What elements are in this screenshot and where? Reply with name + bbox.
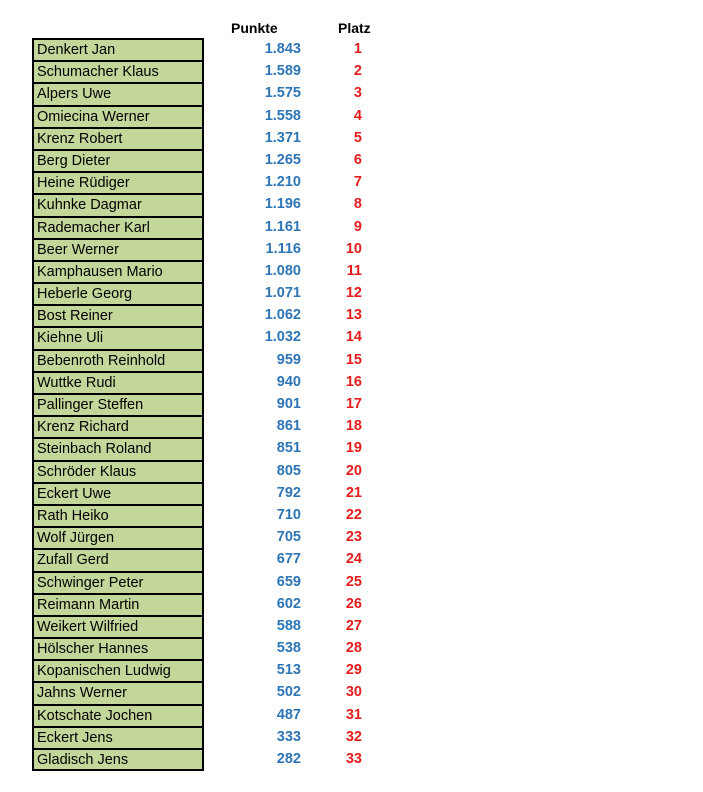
place-value: 29: [345, 662, 362, 679]
points-value: 1.589: [264, 63, 301, 80]
participant-name: Heine Rüdiger: [32, 171, 204, 193]
participant-name: Steinbach Roland: [32, 437, 204, 459]
place-value: 14: [345, 329, 362, 346]
place-value: 25: [345, 573, 362, 590]
place-value: 33: [345, 751, 362, 767]
points-value: 1.210: [264, 174, 301, 191]
participant-name: Berg Dieter: [32, 149, 204, 171]
place-value: 24: [345, 551, 362, 568]
points-value: 282: [276, 751, 301, 767]
participant-name: Heberle Georg: [32, 282, 204, 304]
points-value: 792: [276, 484, 301, 501]
participant-name: Rath Heiko: [32, 504, 204, 526]
place-value: 3: [353, 85, 362, 102]
participant-name: Schröder Klaus: [32, 460, 204, 482]
place-value: 8: [353, 196, 362, 213]
points-value: 1.558: [264, 107, 301, 124]
participant-name: Kamphausen Mario: [32, 260, 204, 282]
place-value: 19: [345, 440, 362, 457]
place-value: 21: [345, 484, 362, 501]
participant-name: Eckert Uwe: [32, 482, 204, 504]
participant-name: Bebenroth Reinhold: [32, 349, 204, 371]
place-value: 5: [353, 129, 362, 146]
participant-name: Weikert Wilfried: [32, 615, 204, 637]
participant-name: Krenz Robert: [32, 127, 204, 149]
place-value: 6: [353, 151, 362, 168]
points-value: 1.371: [264, 129, 301, 146]
participant-name: Eckert Jens: [32, 726, 204, 748]
place-value: 10: [345, 240, 362, 257]
participant-name: Schwinger Peter: [32, 571, 204, 593]
column-header-points: Punkte: [231, 20, 278, 36]
points-value: 710: [276, 506, 301, 523]
place-value: 23: [345, 529, 362, 546]
participant-name: Kopanischen Ludwig: [32, 659, 204, 681]
points-value: 705: [276, 529, 301, 546]
place-value: 20: [345, 462, 362, 479]
points-value: 1.080: [264, 262, 301, 279]
place-value: 4: [353, 107, 362, 124]
place-value: 31: [345, 706, 362, 723]
place-value: 7: [353, 174, 362, 191]
participant-name: Bost Reiner: [32, 304, 204, 326]
points-value: 1.032: [264, 329, 301, 346]
points-value: 502: [276, 684, 301, 701]
place-value: 9: [353, 218, 362, 235]
points-value: 1.265: [264, 151, 301, 168]
column-header-place: Platz: [338, 20, 371, 36]
place-value: 16: [345, 373, 362, 390]
points-value: 487: [276, 706, 301, 723]
points-value: 805: [276, 462, 301, 479]
points-value: 1.161: [264, 218, 301, 235]
points-value: 602: [276, 595, 301, 612]
participant-name: Kiehne Uli: [32, 326, 204, 348]
points-value: 940: [276, 373, 301, 390]
place-value: 2: [353, 63, 362, 80]
points-value: 333: [276, 728, 301, 745]
points-value: 513: [276, 662, 301, 679]
participant-name: Reimann Martin: [32, 593, 204, 615]
place-value: 26: [345, 595, 362, 612]
points-value: 538: [276, 640, 301, 657]
participant-name: Krenz Richard: [32, 415, 204, 437]
points-value: 1.071: [264, 285, 301, 302]
participant-name: Beer Werner: [32, 238, 204, 260]
points-value: 851: [276, 440, 301, 457]
points-value: 861: [276, 418, 301, 435]
place-value: 13: [345, 307, 362, 324]
place-value: 28: [345, 640, 362, 657]
place-value: 22: [345, 506, 362, 523]
participant-name: Hölscher Hannes: [32, 637, 204, 659]
participant-name: Kuhnke Dagmar: [32, 193, 204, 215]
place-value: 15: [345, 351, 362, 368]
place-value: 27: [345, 617, 362, 634]
points-value: 659: [276, 573, 301, 590]
points-value: 959: [276, 351, 301, 368]
points-value: 901: [276, 396, 301, 412]
points-value: 1.575: [264, 85, 301, 102]
participant-name: Omiecina Werner: [32, 105, 204, 127]
points-value: 1.196: [264, 196, 301, 213]
participant-name: Wolf Jürgen: [32, 526, 204, 548]
participant-name: Wuttke Rudi: [32, 371, 204, 393]
place-value: 32: [345, 728, 362, 745]
participant-name: Pallinger Steffen: [32, 393, 204, 415]
place-value: 18: [345, 418, 362, 435]
participant-name: Gladisch Jens: [32, 748, 204, 771]
place-value: 17: [345, 396, 362, 412]
points-value: 1.843: [264, 41, 301, 57]
participant-name: Jahns Werner: [32, 681, 204, 703]
participant-name: Kotschate Jochen: [32, 704, 204, 726]
place-value: 12: [345, 285, 362, 302]
participant-name: Zufall Gerd: [32, 548, 204, 570]
participant-name: Schumacher Klaus: [32, 60, 204, 82]
points-value: 1.116: [265, 240, 301, 257]
points-value: 677: [276, 551, 301, 568]
points-value: 1.062: [264, 307, 301, 324]
place-value: 11: [346, 262, 362, 279]
points-value: 588: [276, 617, 301, 634]
place-value: 30: [345, 684, 362, 701]
participant-name: Rademacher Karl: [32, 216, 204, 238]
place-value: 1: [353, 41, 362, 57]
participant-name: Denkert Jan: [32, 38, 204, 60]
participant-name: Alpers Uwe: [32, 82, 204, 104]
